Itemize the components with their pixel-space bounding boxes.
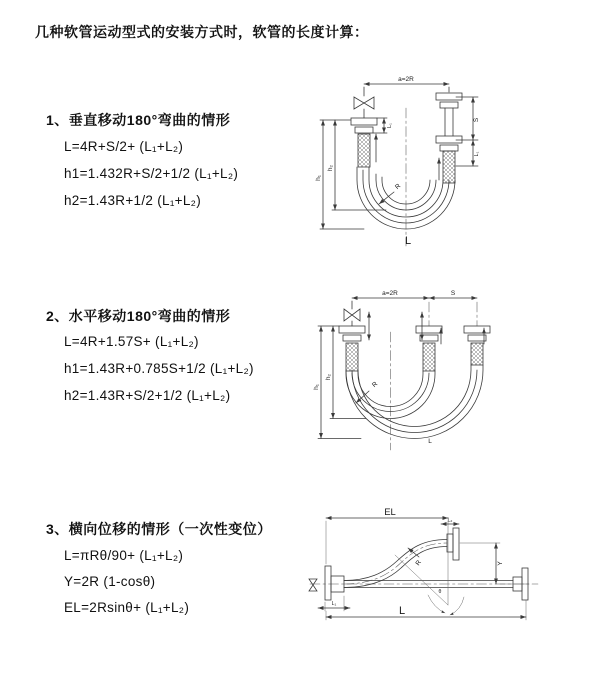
diagram-lateral-displacement: [298, 498, 598, 662]
d1-right-braid-sleeve: [443, 151, 455, 183]
d3-theta-label: θ: [438, 589, 442, 595]
section-1-formula-h1: h1=1.432R+S/2+1/2 (L₁+L₂): [64, 166, 239, 181]
d1-left-flange: [351, 118, 377, 133]
d1-radius-label: R: [393, 182, 403, 192]
d2-center-flange: [416, 326, 442, 341]
valve-icon: [309, 579, 317, 591]
section-3-formula-L: L=πRθ/90+ (L₁+L₂): [64, 548, 184, 563]
page-title: 几种软管运动型式的安装方式时，软管的长度计算：: [35, 24, 369, 40]
d3-y-label: Y: [497, 561, 504, 566]
section-3-formula-Y: Y=2R (1-cosθ): [64, 574, 156, 589]
d2-left-braid-sleeve: [346, 343, 358, 371]
d2-radius-label: R: [370, 380, 380, 390]
d3-upper-flange: [447, 528, 459, 560]
d2-drawing: [318, 298, 490, 450]
d2-center-braid-sleeve: [423, 343, 435, 371]
section-3-heading: 3、横向位移的情形（一次性变位）: [46, 521, 272, 537]
d1-length-label: L: [404, 235, 412, 247]
diagram-horizontal-180-bend: [306, 282, 591, 464]
diagram-vertical-180-bend: [306, 70, 588, 256]
d3-drawing: [309, 518, 538, 620]
d1-h1-label: h₁: [315, 175, 322, 181]
d1-left-braid-sleeve: [358, 134, 370, 167]
section-1-formula-L: L=4R+S/2+ (L₁+L₂): [64, 139, 184, 154]
d2-right-flange: [464, 326, 490, 341]
valve-icon: [344, 309, 360, 326]
d3-l1-label: L₁: [331, 601, 337, 607]
d2-dim-s-label: S: [450, 290, 456, 297]
section-1-formula-h2: h2=1.43R+1/2 (L₁+L₂): [64, 193, 202, 208]
d2-h1-label: h₁: [313, 384, 320, 390]
d1-l1-left-label: L₁: [387, 123, 393, 128]
d1-right-flange-lower: [436, 136, 462, 151]
d3-left-flange: [325, 566, 344, 600]
d1-dim-l1-left: [373, 118, 387, 133]
d3-length-label: L: [398, 605, 406, 617]
d3-el-label: EL: [384, 507, 396, 518]
section-2-formula-L: L=4R+1.57S+ (L₁+L₂): [64, 334, 199, 349]
d2-dim-a: [352, 298, 477, 309]
d3-radius-leader: [408, 548, 419, 557]
d1-right-flange-upper: [436, 93, 462, 108]
d1-h2-label: h₂: [327, 164, 334, 172]
d3-l2-label: L₂: [447, 517, 453, 524]
d2-left-flange: [339, 326, 365, 341]
section-2-heading: 2、水平移动180°弯曲的情形: [46, 308, 231, 324]
d2-length-label: L: [428, 438, 432, 445]
valve-icon: [354, 97, 374, 118]
d2-hose-curves: [346, 365, 483, 439]
d2-right-braid-sleeve: [471, 343, 483, 365]
d3-dim-y: [460, 543, 529, 584]
section-3-formula-EL: EL=2Rsinθ+ (L₁+L₂): [64, 600, 190, 615]
section-2-formula-h1: h1=1.43R+0.785S+1/2 (L₁+L₂): [64, 361, 254, 376]
d1-drawing: [320, 84, 478, 246]
d3-radius-label: R: [414, 559, 423, 568]
section-1-heading: 1、垂直移动180°弯曲的情形: [46, 112, 231, 128]
d1-l1-right-label: L₁: [474, 151, 480, 157]
d1-s-label: S: [473, 117, 480, 123]
d3-dim-l: [326, 600, 526, 620]
d2-h2-label: h₂: [325, 373, 332, 381]
d2-dim-a-label: a=2R: [382, 290, 398, 297]
section-2-formula-h2: h2=1.43R+S/2+1/2 (L₁+L₂): [64, 388, 231, 403]
d1-dim-a-label: a=2R: [398, 76, 414, 83]
